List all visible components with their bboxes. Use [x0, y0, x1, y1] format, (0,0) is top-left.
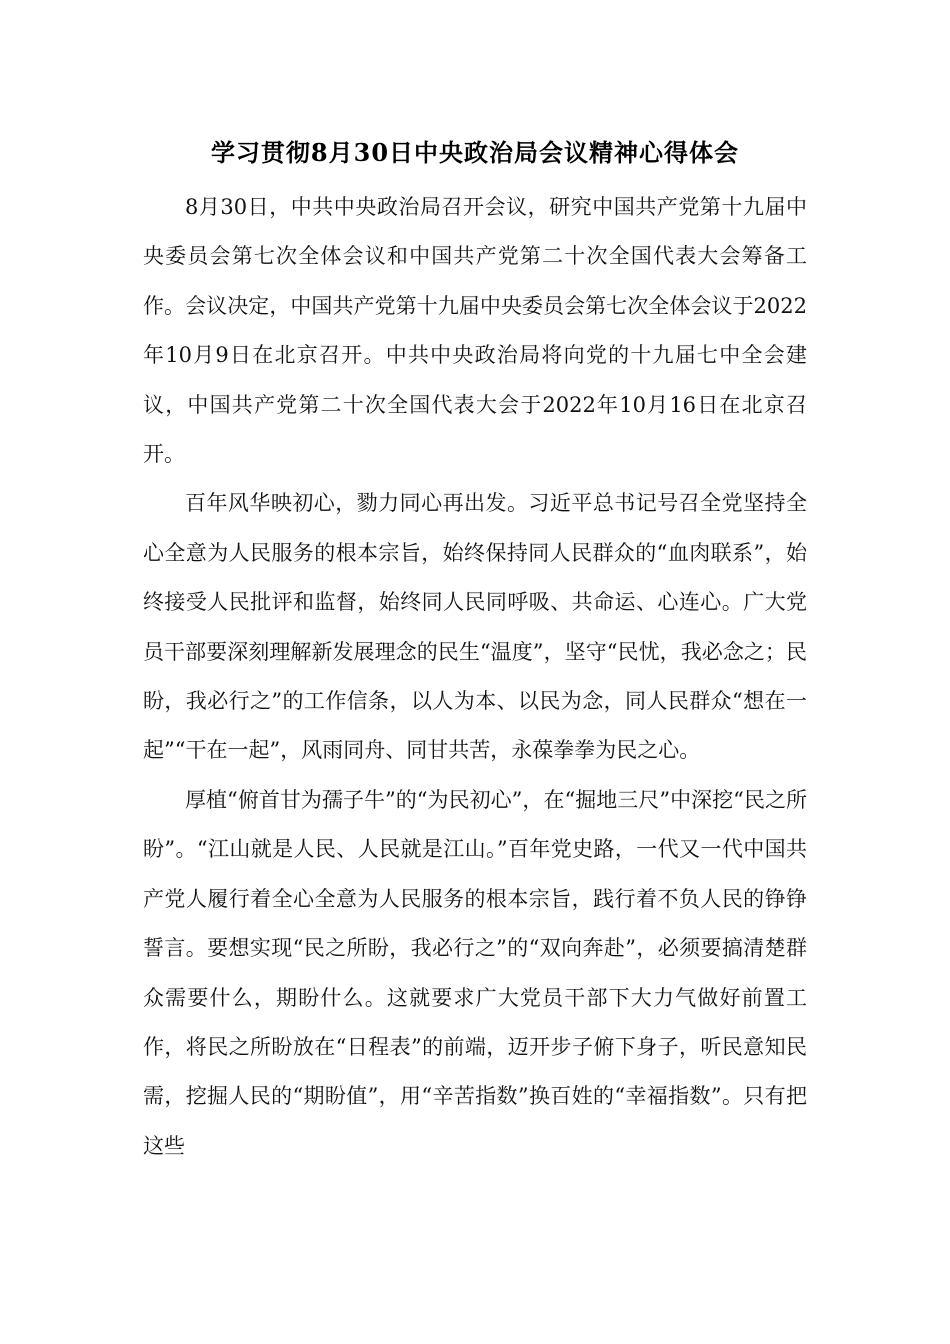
paragraph-meeting-announcement: 8月30日，中共中央政治局召开会议，研究中国共产党第十九届中央委员会第七次全体会议和中国共产党第二十次全国代表大会筹备工作。会议决定，中国共产党第十九届中央委员会第七次全体会议于2022年10月9日在北京召开。中共中央政治局将向党的十九届七中全会建议，中国共产党第二十次全国代表大会于2022年10月16日在北京召开。 — [143, 195, 807, 467]
paragraph-original-aspiration: 百年风华映初心，勠力同心再出发。习近平总书记号召全党坚持全心全意为人民服务的根本宗旨，始终保持同人民群众的“血肉联系”，始终接受人民批评和监督，始终同人民同呼吸、共命运、心连心。广大党员干部要深刻理解新发展理念的民生“温度”，坚守“民忧，我必念之；民盼，我必行之”的工作信条，以人为本、以民为念，同人民群众“想在一起”“干在一起”，风雨同舟、同甘共苦，永葆拳拳为民之心。 — [143, 491, 807, 763]
paragraph-people-expectations: 厚植“俯首甘为孺子牛”的“为民初心”，在“掘地三尺”中深挖“民之所盼”。“江山就是人民、人民就是江山。”百年党史路，一代又一代中国共产党人履行着全心全意为人民服务的根本宗旨，践行着不负人民的铮铮誓言。要想实现“民之所盼，我必行之”的“双向奔赴”，必须要搞清楚群众需要什么，期盼什么。这就要求广大党员干部下大力气做好前置工作，将民之所盼放在“日程表”的前端，迈开步子俯下身子，听民意知民需，挖掘人民的“期盼值”，用“辛苦指数”换百姓的“幸福指数”。只有把这些 — [143, 787, 807, 1158]
document-body — [143, 183, 807, 1171]
document-title: 学习贯彻8月30日中央政治局会议精神心得体会 — [210, 138, 740, 167]
